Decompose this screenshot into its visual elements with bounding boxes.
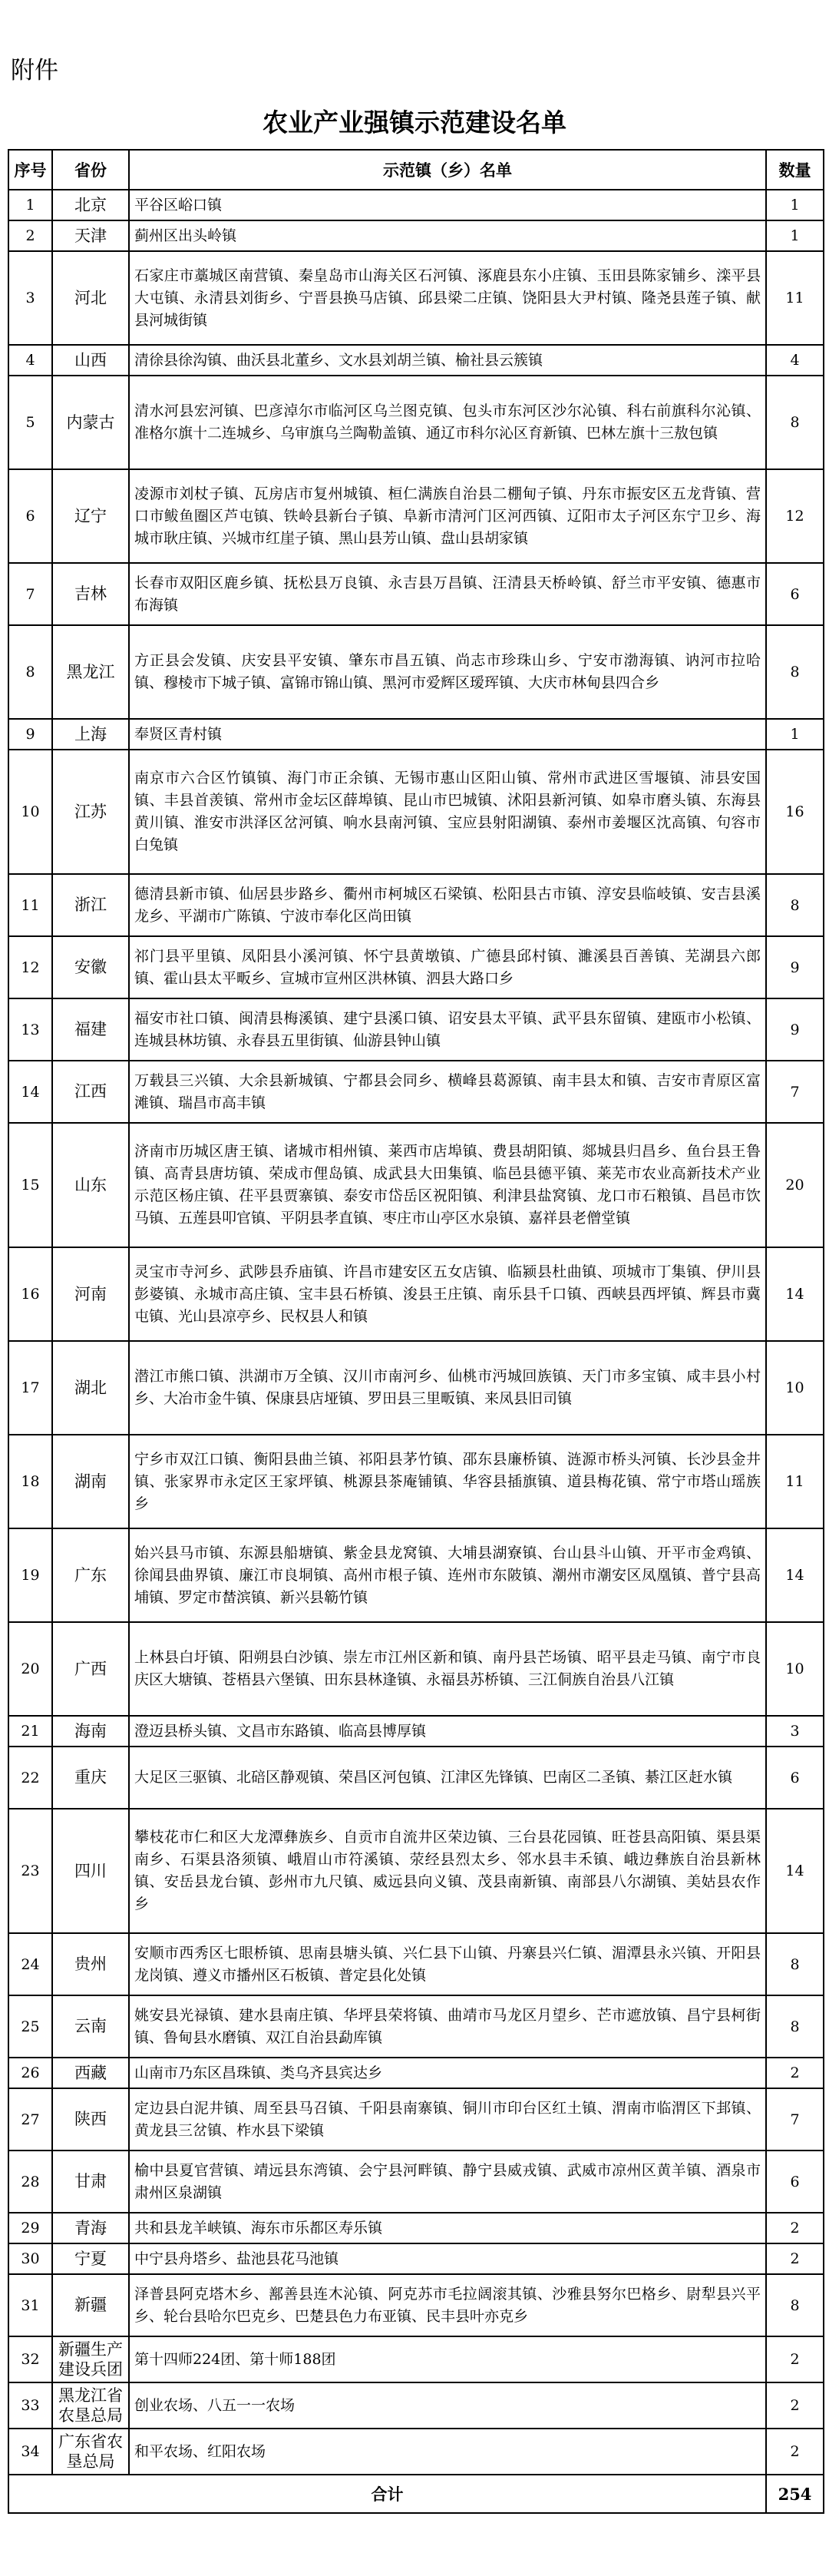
attachment-label: 附件 <box>11 57 58 84</box>
table-row <box>8 1716 824 1747</box>
row-no: 28 <box>8 2151 52 2213</box>
row-towns: 蓟州区出头岭镇 <box>129 220 766 251</box>
row-province: 甘肃 <box>52 2151 129 2213</box>
row-count: 11 <box>766 1435 824 1528</box>
table-row <box>8 1247 824 1341</box>
row-no: 30 <box>8 2243 52 2274</box>
table-row <box>8 2429 824 2475</box>
row-province: 山西 <box>52 345 129 376</box>
row-towns: 共和县龙羊峡镇、海东市乐都区寿乐镇 <box>129 2213 766 2243</box>
row-province: 天津 <box>52 220 129 251</box>
row-towns: 上林县白圩镇、阳朔县白沙镇、崇左市江州区新和镇、南丹县芒场镇、昭平县走马镇、南宁市良庆区大塘镇、苍梧县六堡镇、田东县林逢镇、永福县苏桥镇、三江侗族自治县八江镇 <box>129 1622 766 1716</box>
row-count: 6 <box>766 563 824 625</box>
row-no: 10 <box>8 750 52 874</box>
row-count: 8 <box>766 1995 824 2058</box>
row-towns: 泽普县阿克塔木乡、鄯善县连木沁镇、阿克苏市毛拉阔滚其镇、沙雅县努尔巴格乡、尉犁县兴平乡、轮台县哈尔巴克乡、巴楚县色力布亚镇、民丰县叶亦克乡 <box>129 2274 766 2336</box>
table-row <box>8 2243 824 2274</box>
row-province: 河北 <box>52 251 129 345</box>
row-towns: 凌源市刘杖子镇、瓦房店市复州城镇、桓仁满族自治县二棚甸子镇、丹东市振安区五龙背镇、营口市鲅鱼圈区芦屯镇、铁岭县新台子镇、阜新市清河门区河西镇、辽阳市太子河区东宁卫乡、海城市耿庄镇、兴城市红崖子镇、黑山县芳山镇、盘山县胡家镇 <box>129 469 766 563</box>
row-towns: 清水河县宏河镇、巴彦淖尔市临河区乌兰图克镇、包头市东河区沙尔沁镇、科右前旗科尔沁镇、准格尔旗十二连城乡、乌审旗乌兰陶勒盖镇、通辽市科尔沁区育新镇、巴林左旗十三敖包镇 <box>129 376 766 469</box>
row-towns: 灵宝市寺河乡、武陟县乔庙镇、许昌市建安区五女店镇、临颍县杜曲镇、项城市丁集镇、伊川县彭婆镇、永城市高庄镇、宝丰县石桥镇、浚县王庄镇、南乐县千口镇、西峡县西坪镇、辉县市冀屯镇、光山县凉亭乡、民权县人和镇 <box>129 1247 766 1341</box>
table-row <box>8 1341 824 1435</box>
header-count: 数量 <box>766 150 824 190</box>
table-row <box>8 2151 824 2213</box>
row-count: 1 <box>766 220 824 251</box>
row-towns: 方正县会发镇、庆安县平安镇、肇东市昌五镇、尚志市珍珠山乡、宁安市渤海镇、讷河市拉哈镇、穆棱市下城子镇、富锦市锦山镇、黑河市爱辉区瑷珲镇、大庆市林甸县四合乡 <box>129 625 766 719</box>
table-row <box>8 469 824 563</box>
row-count: 8 <box>766 625 824 719</box>
row-towns: 潜江市熊口镇、洪湖市万全镇、汉川市南河乡、仙桃市沔城回族镇、天门市多宝镇、咸丰县小村乡、大冶市金牛镇、保康县店垭镇、罗田县三里畈镇、来凤县旧司镇 <box>129 1341 766 1435</box>
row-towns: 第十四师224团、第十师188团 <box>129 2336 766 2382</box>
row-province: 新疆生产建设兵团 <box>52 2336 129 2382</box>
row-towns: 姚安县光禄镇、建水县南庄镇、华坪县荣将镇、曲靖市马龙区月望乡、芒市遮放镇、昌宁县柯街镇、鲁甸县水磨镇、双江自治县勐库镇 <box>129 1995 766 2058</box>
row-towns: 祁门县平里镇、凤阳县小溪河镇、怀宁县黄墩镇、广德县邱村镇、濉溪县百善镇、芜湖县六郎镇、霍山县太平畈乡、宣城市宣州区洪林镇、泗县大路口乡 <box>129 936 766 998</box>
row-province: 新疆 <box>52 2274 129 2336</box>
row-towns: 万载县三兴镇、大余县新城镇、宁都县会同乡、横峰县葛源镇、南丰县太和镇、吉安市青原区富滩镇、瑞昌市高丰镇 <box>129 1061 766 1123</box>
row-province: 江西 <box>52 1061 129 1123</box>
row-count: 16 <box>766 750 824 874</box>
table-row <box>8 563 824 625</box>
row-count: 10 <box>766 1622 824 1716</box>
row-province: 福建 <box>52 998 129 1061</box>
header-province: 省份 <box>52 150 129 190</box>
row-count: 9 <box>766 998 824 1061</box>
row-towns: 大足区三驱镇、北碚区静观镇、荣昌区河包镇、江津区先锋镇、巴南区二圣镇、綦江区赶水镇 <box>129 1747 766 1809</box>
row-province: 黑龙江 <box>52 625 129 719</box>
row-no: 3 <box>8 251 52 345</box>
table-row <box>8 625 824 719</box>
row-count: 3 <box>766 1716 824 1747</box>
header-no: 序号 <box>8 150 52 190</box>
row-towns: 福安市社口镇、闽清县梅溪镇、建宁县溪口镇、诏安县太平镇、武平县东留镇、建瓯市小松镇、连城县林坊镇、永春县五里街镇、仙游县钟山镇 <box>129 998 766 1061</box>
row-no: 20 <box>8 1622 52 1716</box>
row-no: 34 <box>8 2429 52 2475</box>
row-towns: 始兴县马市镇、东源县船塘镇、紫金县龙窝镇、大埔县湖寮镇、台山县斗山镇、开平市金鸡镇、徐闻县曲界镇、廉江市良垌镇、高州市根子镇、连州市东陂镇、潮州市潮安区凤凰镇、普宁县高埔镇、罗定市榃滨镇、新兴县簕竹镇 <box>129 1528 766 1622</box>
row-count: 1 <box>766 190 824 220</box>
row-no: 2 <box>8 220 52 251</box>
row-no: 26 <box>8 2058 52 2088</box>
row-no: 29 <box>8 2213 52 2243</box>
row-towns: 中宁县舟塔乡、盐池县花马池镇 <box>129 2243 766 2274</box>
row-count: 6 <box>766 2151 824 2213</box>
row-no: 13 <box>8 998 52 1061</box>
row-no: 18 <box>8 1435 52 1528</box>
row-province: 广西 <box>52 1622 129 1716</box>
row-towns: 长春市双阳区鹿乡镇、抚松县万良镇、永吉县万昌镇、汪清县天桥岭镇、舒兰市平安镇、德惠市布海镇 <box>129 563 766 625</box>
row-count: 14 <box>766 1247 824 1341</box>
row-province: 陕西 <box>52 2088 129 2151</box>
table-row <box>8 1622 824 1716</box>
row-count: 2 <box>766 2243 824 2274</box>
row-province: 广东省农垦总局 <box>52 2429 129 2475</box>
row-count: 4 <box>766 345 824 376</box>
row-no: 31 <box>8 2274 52 2336</box>
row-no: 21 <box>8 1716 52 1747</box>
row-province: 贵州 <box>52 1933 129 1995</box>
row-province: 广东 <box>52 1528 129 1622</box>
table-row <box>8 376 824 469</box>
table-row <box>8 2274 824 2336</box>
table-row <box>8 220 824 251</box>
table-body <box>8 190 824 2475</box>
table-row <box>8 874 824 936</box>
row-province: 青海 <box>52 2213 129 2243</box>
row-towns: 榆中县夏官营镇、靖远县东湾镇、会宁县河畔镇、静宁县威戎镇、武威市凉州区黄羊镇、酒泉市肃州区泉湖镇 <box>129 2151 766 2213</box>
row-count: 2 <box>766 2336 824 2382</box>
row-count: 12 <box>766 469 824 563</box>
table-row <box>8 1747 824 1809</box>
table-row <box>8 251 824 345</box>
row-count: 1 <box>766 719 824 750</box>
row-towns: 奉贤区青村镇 <box>129 719 766 750</box>
row-count: 6 <box>766 1747 824 1809</box>
row-province: 山东 <box>52 1123 129 1247</box>
document-title: 农业产业强镇示范建设名单 <box>263 108 566 137</box>
row-no: 14 <box>8 1061 52 1123</box>
row-no: 6 <box>8 469 52 563</box>
total-label: 合计 <box>8 2475 766 2513</box>
row-no: 8 <box>8 625 52 719</box>
row-count: 7 <box>766 1061 824 1123</box>
row-towns: 攀枝花市仁和区大龙潭彝族乡、自贡市自流井区荣边镇、三台县花园镇、旺苍县高阳镇、渠县渠南乡、石渠县洛须镇、峨眉山市符溪镇、荥经县烈太乡、邻水县丰禾镇、峨边彝族自治县新林镇、安岳县龙台镇、彭州市九尺镇、威远县向义镇、茂县南新镇、南部县八尔湖镇、美姑县农作乡 <box>129 1809 766 1933</box>
table-row <box>8 936 824 998</box>
row-province: 西藏 <box>52 2058 129 2088</box>
row-province: 上海 <box>52 719 129 750</box>
table-row <box>8 1933 824 1995</box>
table-row <box>8 998 824 1061</box>
row-count: 2 <box>766 2382 824 2429</box>
row-towns: 南京市六合区竹镇镇、海门市正余镇、无锡市惠山区阳山镇、常州市武进区雪堰镇、沛县安国镇、丰县首羡镇、常州市金坛区薛埠镇、昆山市巴城镇、沭阳县新河镇、如皋市磨头镇、东海县黄川镇、淮安市洪泽区岔河镇、响水县南河镇、宝应县射阳湖镇、泰州市姜堰区沈高镇、句容市白兔镇 <box>129 750 766 874</box>
row-count: 8 <box>766 2274 824 2336</box>
row-no: 12 <box>8 936 52 998</box>
row-no: 9 <box>8 719 52 750</box>
row-province: 四川 <box>52 1809 129 1933</box>
row-count: 11 <box>766 251 824 345</box>
row-no: 25 <box>8 1995 52 2058</box>
row-towns: 创业农场、八五一一农场 <box>129 2382 766 2429</box>
row-towns: 宁乡市双江口镇、衡阳县曲兰镇、祁阳县茅竹镇、邵东县廉桥镇、涟源市桥头河镇、长沙县金井镇、张家界市永定区王家坪镇、桃源县茶庵铺镇、华容县插旗镇、道县梅花镇、常宁市塔山瑶族乡 <box>129 1435 766 1528</box>
row-province: 辽宁 <box>52 469 129 563</box>
row-no: 4 <box>8 345 52 376</box>
table-row <box>8 2213 824 2243</box>
row-no: 33 <box>8 2382 52 2429</box>
total-value: 254 <box>766 2475 824 2513</box>
row-towns: 德清县新市镇、仙居县步路乡、衢州市柯城区石梁镇、松阳县古市镇、淳安县临岐镇、安吉县溪龙乡、平湖市广陈镇、宁波市奉化区尚田镇 <box>129 874 766 936</box>
table-row <box>8 1528 824 1622</box>
row-no: 22 <box>8 1747 52 1809</box>
table-row <box>8 1435 824 1528</box>
row-count: 8 <box>766 874 824 936</box>
row-province: 北京 <box>52 190 129 220</box>
row-no: 23 <box>8 1809 52 1933</box>
town-list-table <box>8 149 824 2514</box>
row-towns: 石家庄市藁城区南营镇、秦皇岛市山海关区石河镇、涿鹿县东小庄镇、玉田县陈家铺乡、滦平县大屯镇、永清县刘街乡、宁晋县换马店镇、邱县梁二庄镇、饶阳县大尹村镇、隆尧县莲子镇、献县河城街镇 <box>129 251 766 345</box>
row-count: 7 <box>766 2088 824 2151</box>
table-row <box>8 2336 824 2382</box>
row-province: 河南 <box>52 1247 129 1341</box>
row-count: 2 <box>766 2058 824 2088</box>
table-row <box>8 2088 824 2151</box>
table-row <box>8 2382 824 2429</box>
row-towns: 澄迈县桥头镇、文昌市东路镇、临高县博厚镇 <box>129 1716 766 1747</box>
row-count: 2 <box>766 2429 824 2475</box>
row-province: 安徽 <box>52 936 129 998</box>
table-row <box>8 190 824 220</box>
row-no: 27 <box>8 2088 52 2151</box>
row-no: 32 <box>8 2336 52 2382</box>
row-no: 17 <box>8 1341 52 1435</box>
row-province: 宁夏 <box>52 2243 129 2274</box>
row-no: 15 <box>8 1123 52 1247</box>
table-row <box>8 345 824 376</box>
row-count: 14 <box>766 1809 824 1933</box>
row-no: 24 <box>8 1933 52 1995</box>
row-no: 1 <box>8 190 52 220</box>
row-province: 内蒙古 <box>52 376 129 469</box>
row-count: 10 <box>766 1341 824 1435</box>
row-towns: 山南市乃东区昌珠镇、类乌齐县宾达乡 <box>129 2058 766 2088</box>
row-towns: 和平农场、红阳农场 <box>129 2429 766 2475</box>
header-row <box>8 150 824 190</box>
row-province: 云南 <box>52 1995 129 2058</box>
row-count: 20 <box>766 1123 824 1247</box>
row-no: 7 <box>8 563 52 625</box>
row-province: 重庆 <box>52 1747 129 1809</box>
row-province: 吉林 <box>52 563 129 625</box>
table-row <box>8 2058 824 2088</box>
row-no: 5 <box>8 376 52 469</box>
total-row <box>8 2475 824 2513</box>
row-count: 2 <box>766 2213 824 2243</box>
row-count: 8 <box>766 376 824 469</box>
table-row <box>8 1061 824 1123</box>
row-towns: 济南市历城区唐王镇、诸城市相州镇、莱西市店埠镇、费县胡阳镇、郯城县归昌乡、鱼台县王鲁镇、高青县唐坊镇、荣成市俚岛镇、成武县大田集镇、临邑县德平镇、莱芜市农业高新技术产业示范区杨庄镇、茌平县贾寨镇、泰安市岱岳区祝阳镇、利津县盐窝镇、龙口市石粮镇、昌邑市饮马镇、五莲县叩官镇、平阴县孝直镇、枣庄市山亭区水泉镇、嘉祥县老僧堂镇 <box>129 1123 766 1247</box>
row-province: 湖南 <box>52 1435 129 1528</box>
table-row <box>8 1995 824 2058</box>
row-province: 海南 <box>52 1716 129 1747</box>
row-count: 14 <box>766 1528 824 1622</box>
table-row <box>8 1809 824 1933</box>
table-row <box>8 1123 824 1247</box>
table-row <box>8 750 824 874</box>
row-province: 江苏 <box>52 750 129 874</box>
row-towns: 平谷区峪口镇 <box>129 190 766 220</box>
header-towns: 示范镇（乡）名单 <box>129 150 766 190</box>
row-province: 黑龙江省农垦总局 <box>52 2382 129 2429</box>
row-towns: 安顺市西秀区七眼桥镇、思南县塘头镇、兴仁县下山镇、丹寨县兴仁镇、湄潭县永兴镇、开阳县龙岗镇、遵义市播州区石板镇、普定县化处镇 <box>129 1933 766 1995</box>
table-row <box>8 719 824 750</box>
row-towns: 定边县白泥井镇、周至县马召镇、千阳县南寨镇、铜川市印台区红土镇、渭南市临渭区下邽镇、黄龙县三岔镇、柞水县下梁镇 <box>129 2088 766 2151</box>
row-count: 9 <box>766 936 824 998</box>
row-province: 浙江 <box>52 874 129 936</box>
row-towns: 清徐县徐沟镇、曲沃县北董乡、文水县刘胡兰镇、榆社县云簇镇 <box>129 345 766 376</box>
row-no: 16 <box>8 1247 52 1341</box>
row-no: 11 <box>8 874 52 936</box>
row-province: 湖北 <box>52 1341 129 1435</box>
row-count: 8 <box>766 1933 824 1995</box>
row-no: 19 <box>8 1528 52 1622</box>
